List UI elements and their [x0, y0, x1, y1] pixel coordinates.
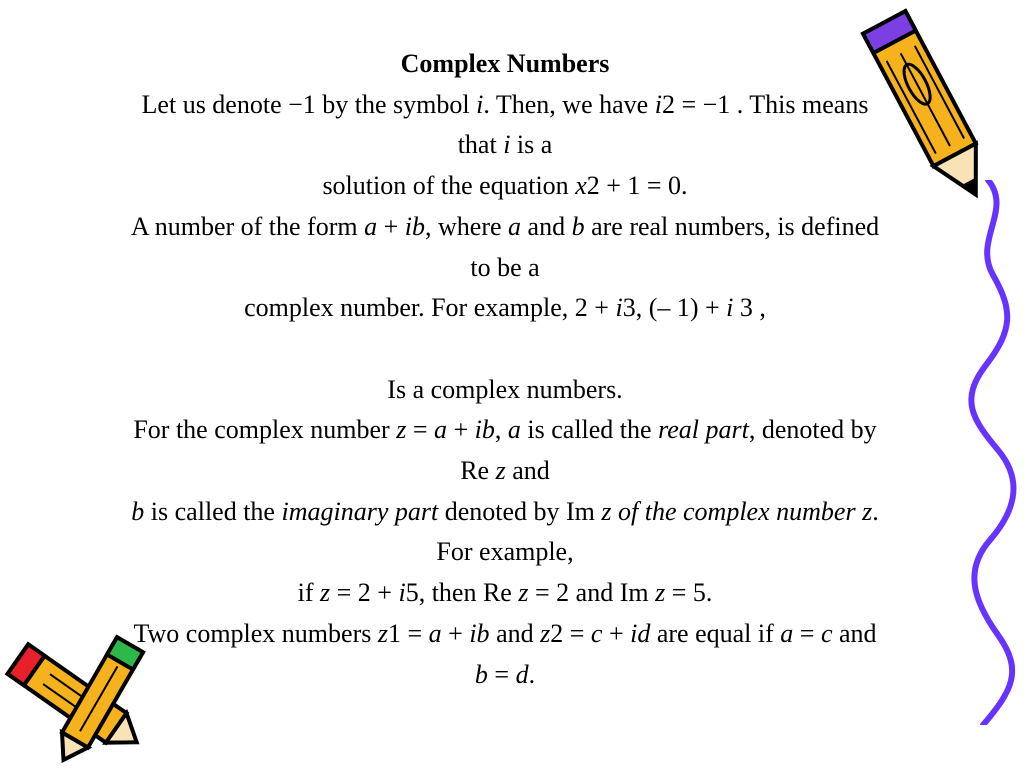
math-var: z [495, 456, 506, 486]
text-run: , denoted by [748, 415, 877, 445]
math-var: ib [474, 415, 495, 445]
text-run: Is a complex numbers. [387, 374, 623, 404]
math-var: id [630, 618, 651, 648]
math-var: b [474, 659, 488, 689]
text-run: is called the [520, 415, 659, 445]
text-line [0, 614, 1010, 655]
math-var: z [396, 415, 407, 445]
text-line [0, 248, 1010, 289]
text-run: 3 , [733, 293, 766, 323]
math-var: a [428, 618, 442, 648]
math-var: a [508, 211, 522, 241]
text-run: For the complex number [133, 415, 397, 445]
math-var: d [515, 659, 529, 689]
text-run: Let us denote −1 by the symbol [141, 89, 477, 119]
text-run: , [494, 415, 508, 445]
math-var: c [820, 618, 833, 648]
math-var: a [507, 415, 521, 445]
text-run: + [377, 211, 405, 241]
text-run: , where [425, 211, 509, 241]
text-line [0, 370, 1010, 411]
text-line [0, 125, 1010, 166]
text-line [0, 288, 1010, 329]
text-run: 2 + 1 = 0. [586, 171, 688, 201]
text-run: 2 = −1 . This means [661, 89, 869, 119]
text-run: to be a [470, 252, 540, 282]
text-run: A number of the form [130, 211, 365, 241]
text-run: = 2 + [330, 578, 399, 608]
math-var: i [503, 130, 511, 160]
emphasis-term: real part [658, 415, 749, 445]
math-var: ib [469, 618, 490, 648]
math-var: b [571, 211, 585, 241]
math-var: z [655, 578, 666, 608]
text-run: and [489, 618, 541, 648]
text-run: denoted by Im [438, 496, 602, 526]
slide-title: Complex Numbers [400, 49, 610, 78]
math-var: z [377, 618, 388, 648]
text-run: + [602, 618, 631, 648]
math-var: i [476, 89, 484, 119]
slide-content [0, 44, 1010, 695]
text-run: are real numbers, is defined [584, 211, 880, 241]
text-run: is a [510, 130, 553, 160]
blank-line [0, 329, 1010, 370]
math-var: z [518, 578, 529, 608]
math-var: z [540, 618, 551, 648]
text-run: = [406, 415, 434, 445]
math-var: i [654, 89, 662, 119]
text-run: . Then, we have [483, 89, 655, 119]
math-var: ib [404, 211, 426, 241]
text-line [0, 532, 1010, 573]
text-line [0, 85, 1010, 126]
math-var: i [726, 293, 734, 323]
text-line [0, 451, 1010, 492]
text-run: = [487, 659, 516, 689]
text-run: + [446, 415, 475, 445]
text-run: 1 = [387, 618, 429, 648]
text-line [0, 492, 1010, 533]
text-run: if [297, 578, 321, 608]
text-run: 3, (– 1) + [622, 293, 727, 323]
text-run: complex number. For example, 2 + [244, 293, 616, 323]
text-run: 2 = [550, 618, 591, 648]
text-line [0, 410, 1010, 451]
text-run: 5, then Re [405, 578, 519, 608]
text-run: Two complex numbers [133, 618, 378, 648]
text-run: Re [460, 456, 496, 486]
math-var: c [590, 618, 603, 648]
math-var: z [320, 578, 331, 608]
math-var: a [780, 618, 794, 648]
text-run: . [528, 659, 536, 689]
emphasis-term: imaginary part [281, 496, 439, 526]
text-run: For example, [436, 537, 574, 567]
text-run: . [872, 496, 879, 526]
emphasis-term: z of the complex number z [601, 496, 873, 526]
text-run: = 5. [665, 578, 713, 608]
math-var: b [131, 496, 145, 526]
math-var: i [398, 578, 406, 608]
text-line [0, 166, 1010, 207]
text-line [0, 207, 1010, 248]
text-run: and [521, 211, 572, 241]
text-run: = 2 and Im [528, 578, 656, 608]
text-run: and [832, 618, 877, 648]
text-run: that [457, 130, 504, 160]
text-run: is called the [144, 496, 282, 526]
text-run: are equal if [650, 618, 781, 648]
math-var: x [575, 171, 587, 201]
text-run: = [793, 618, 821, 648]
math-var: a [433, 415, 447, 445]
text-run: solution of the equation [322, 171, 576, 201]
math-var: a [364, 211, 378, 241]
text-run: and [505, 456, 550, 486]
text-line [0, 655, 1010, 696]
text-run: + [441, 618, 470, 648]
text-line [0, 573, 1010, 614]
math-var: i [615, 293, 623, 323]
